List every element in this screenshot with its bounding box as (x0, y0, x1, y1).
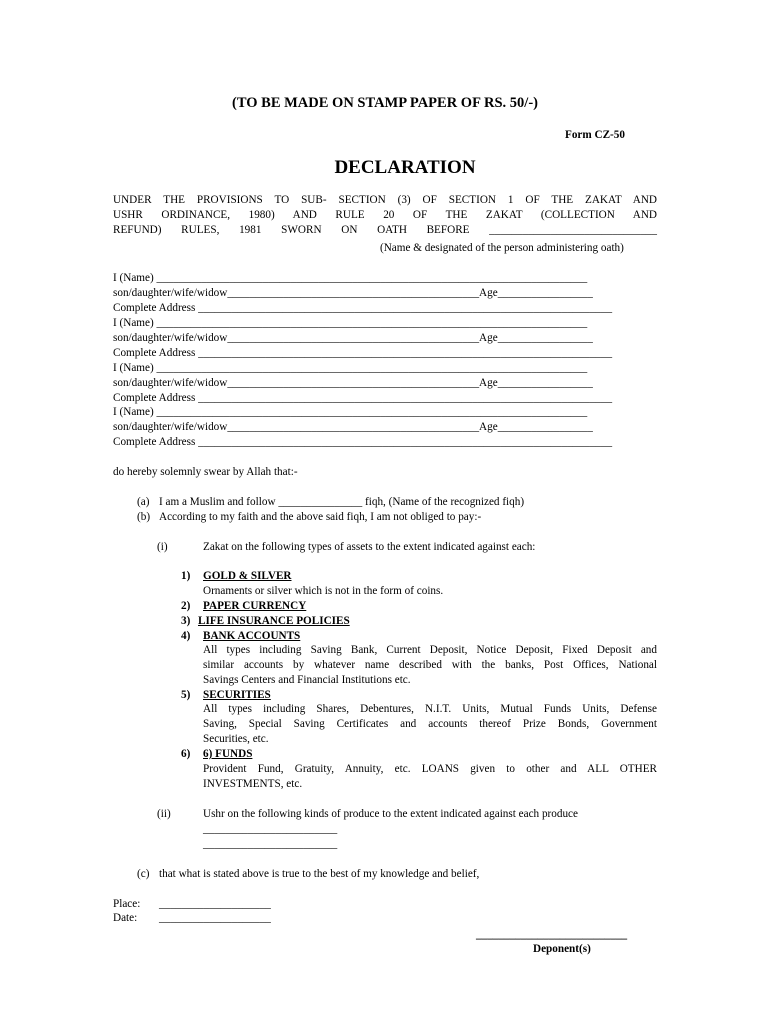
deponent-4-name-field[interactable]: I (Name) _____________________________________________________________________________ (113, 406, 588, 418)
date-label: Date: (113, 912, 138, 924)
place-label: Place: (113, 898, 141, 910)
asset-gold-silver-heading: GOLD & SILVER (203, 570, 292, 582)
produce-blank-2[interactable]: ________________________ (203, 838, 338, 850)
clause-b-text: According to my faith and the above said fiqh, I am not obliged to pay:- (159, 511, 482, 523)
place-field[interactable]: ____________________ (159, 898, 271, 910)
deponent-3-name-field[interactable]: I (Name) _____________________________________________________________________________ (113, 362, 588, 374)
deponent-1-address-field[interactable]: Complete Address __________________________________________________________________________ (113, 302, 613, 314)
securities-desc-line-3: Securities, etc. (203, 733, 269, 745)
clause-c-text: that what is stated above is true to the best of my knowledge and belief, (159, 868, 480, 880)
deponent-1-name-field[interactable]: I (Name) _____________________________________________________________________________ (113, 272, 588, 284)
asset-2-number: 2) (181, 600, 191, 612)
deponent-2-address-field[interactable]: Complete Address __________________________________________________________________________ (113, 347, 613, 359)
deponent-3-address-field[interactable]: Complete Address __________________________________________________________________________ (113, 392, 613, 404)
bank-desc-line-3: Savings Centers and Financial Institutions etc. (203, 674, 411, 686)
asset-6-number: 6) (181, 748, 191, 760)
deponent-1-relation-age-field[interactable]: son/daughter/wife/widow_____________________________________________Age_________________ (113, 287, 593, 299)
asset-securities-heading: SECURITIES (203, 689, 271, 701)
preamble-line-1: UNDER THE PROVISIONS TO SUB- SECTION (3) OF SECTION 1 OF THE ZAKAT AND (113, 194, 657, 206)
asset-funds-heading: 6) FUNDS (203, 748, 253, 760)
deponent-4-relation-age-field[interactable]: son/daughter/wife/widow_____________________________________________Age_________________ (113, 421, 593, 433)
funds-desc-line-2: INVESTMENTS, etc. (203, 778, 303, 790)
asset-bank-accounts-heading: BANK ACCOUNTS (203, 630, 301, 642)
deponent-4-address-field[interactable]: Complete Address __________________________________________________________________________ (113, 436, 613, 448)
stamp-paper-note: (TO BE MADE ON STAMP PAPER OF RS. 50/-) (232, 95, 538, 111)
form-number: Form CZ-50 (565, 129, 625, 141)
subclause-i-label: (i) (157, 541, 168, 553)
bank-desc-line-2: similar accounts by whatever name described with the banks, Post Offices, National (203, 659, 657, 671)
asset-bank-accounts-description (203, 643, 657, 673)
asset-funds-description (203, 762, 657, 777)
asset-5-number: 5) (181, 689, 191, 701)
clause-c-label: (c) (137, 868, 150, 880)
securities-desc-line-1: All types including Shares, Debentures, N.I.T. Units, Mutual Funds Units, Defense (203, 703, 657, 715)
deponent-2-relation-age-field[interactable]: son/daughter/wife/widow_____________________________________________Age_________________ (113, 332, 593, 344)
asset-gold-silver-description: Ornaments or silver which is not in the form of coins. (203, 585, 444, 597)
asset-1-number: 1) (181, 570, 191, 582)
preamble-line-2: USHR ORDINANCE, 1980) AND RULE 20 OF THE ZAKAT (COLLECTION AND (113, 209, 657, 221)
securities-desc-line-2: Saving, Special Saving Certificates and accounts thereof Prize Bonds, Government (203, 718, 657, 730)
asset-life-insurance-heading: LIFE INSURANCE POLICIES (198, 615, 350, 627)
preamble-line-3: REFUND) RULES, 1981 SWORN ON OATH BEFORE ______________________________ (113, 224, 657, 236)
oath-administrator-note: (Name & designated of the person administering oath) (380, 242, 624, 254)
clause-b-label: (b) (137, 511, 151, 523)
oath-statement: do hereby solemnly swear by Allah that:- (113, 466, 298, 478)
asset-paper-currency-heading: PAPER CURRENCY (203, 600, 307, 612)
clause-a-text[interactable]: I am a Muslim and follow _______________ fiqh, (Name of the recognized fiqh) (159, 496, 525, 508)
date-field[interactable]: ____________________ (159, 912, 271, 924)
asset-4-number: 4) (181, 630, 191, 642)
asset-securities-description (203, 702, 657, 732)
deponent-2-name-field[interactable]: I (Name) _____________________________________________________________________________ (113, 317, 588, 329)
deponent-signature-label: Deponent(s) (533, 943, 591, 955)
asset-3-number: 3) (181, 615, 191, 627)
funds-desc-line-1: Provident Fund, Gratuity, Annuity, etc. LOANS given to other and ALL OTHER (203, 763, 657, 775)
subclause-ii-text: Ushr on the following kinds of produce to the extent indicated against each produce (203, 808, 578, 820)
subclause-ii-label: (ii) (157, 808, 171, 820)
signature-line[interactable]: ___________________________ (476, 929, 628, 941)
preamble (113, 193, 657, 238)
subclause-i-text: Zakat on the following types of assets to the extent indicated against each: (203, 541, 536, 553)
bank-desc-line-1: All types including Saving Bank, Current Deposit, Notice Deposit, Fixed Deposit and (203, 644, 657, 656)
page-title: DECLARATION (334, 157, 476, 178)
deponent-3-relation-age-field[interactable]: son/daughter/wife/widow_____________________________________________Age_________________ (113, 377, 593, 389)
produce-blank-1[interactable]: ________________________ (203, 823, 338, 835)
clause-a-label: (a) (137, 496, 150, 508)
